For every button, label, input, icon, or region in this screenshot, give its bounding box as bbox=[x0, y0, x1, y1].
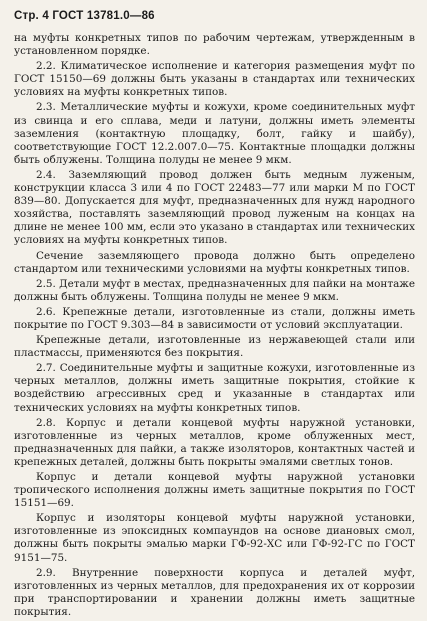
paragraph: 2.5. Детали муфт в местах, предназначенных для пайки на монтаже должны быть облужены. Толщина полуды не менее 9 мкм. bbox=[14, 277, 415, 303]
paragraph: Корпус и детали концевой муфты наружной установки тропического исполнения должны иметь защитные покрытия по ГОСТ 15151—69. bbox=[14, 471, 415, 510]
paragraph: 2.2. Климатическое исполнение и категория размещения муфт по ГОСТ 15150—69 должны быть указаны в стандартах или технических условиях на муфты конкретных типов. bbox=[14, 60, 415, 99]
paragraph: Корпус и изоляторы концевой муфты наружной установки, изготовленные из эпоксидных компаундов на основе диановых смол, должны быть покрыты эмалью марки ГФ-92-ХС или ГФ-92-ГС по ГОСТ 9151—75. bbox=[14, 512, 415, 564]
paragraph: на муфты конкретных типов по рабочим чертежам, утвержденным в установленном порядке. bbox=[14, 32, 415, 58]
paragraph: 2.7. Соединительные муфты и защитные кожухи, изготовленные из черных металлов, должны иметь защитные покрытия, стойкие к воздействию агрессивных сред и указанные в стандартах или технических условиях на муфты конкретных типов. bbox=[14, 362, 415, 414]
paragraph: 2.9. Внутренние поверхности корпуса и деталей муфт, изготовленных из черных металлов, для предохранения их от коррозии при транспортировании и хранении должны иметь защитные покрытия. bbox=[14, 566, 415, 618]
document-body bbox=[14, 32, 415, 621]
paragraph: Сечение заземляющего провода должно быть определено стандартом или техническими условиями на муфты конкретных типов. bbox=[14, 249, 415, 275]
paragraph: 2.6. Крепежные детали, изготовленные из стали, должны иметь покрытие по ГОСТ 9.303—84 в зависимости от условий эксплуатации. bbox=[14, 305, 415, 331]
paragraph: 2.4. Заземляющий провод должен быть медным луженым, конструкции класса 3 или 4 по ГОСТ 22483—77 или марки М по ГОСТ 839—80. Допускается для муфт, предназначенных для нужд народного хозяйства, поставлять заземляющий провод луженым на концах на длине не менее 100 мм, если это указано в стандартах или технических условиях на муфты конкретных типов. bbox=[14, 168, 415, 247]
paragraph: 2.8. Корпус и детали концевой муфты наружной установки, изготовленные из черных металлов, кроме облуженных мест, предназначенных для пайки, а также изоляторов, контактных частей и крепежных деталей, должны быть покрыты эмалями светлых тонов. bbox=[14, 416, 415, 468]
page-header: Стр. 4 ГОСТ 13781.0—86 bbox=[14, 10, 155, 22]
paragraph: Крепежные детали, изготовленные из нержавеющей стали или пластмассы, применяются без покрытия. bbox=[14, 334, 415, 360]
paragraph: 2.3. Металлические муфты и кожухи, кроме соединительных муфт из свинца и его сплава, меди и латуни, должны иметь элементы заземления (контактную площадку, болт, гайку и шайбу), соответствующие ГОСТ 12.2.007.0—75. Контактные площадки должны быть облужены. Толщина полуды не менее 9 мкм. bbox=[14, 101, 415, 166]
